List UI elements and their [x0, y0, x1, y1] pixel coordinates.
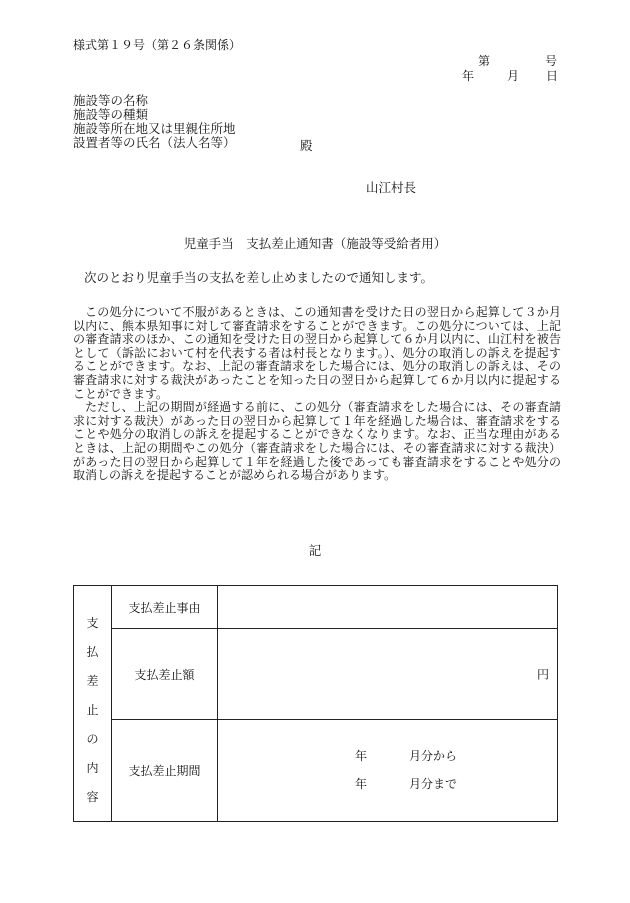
period-from-year: 年	[355, 749, 368, 763]
amount-value	[218, 629, 558, 720]
form-number: 様式第１９号（第２６条関係）	[73, 38, 242, 52]
period-label: 支払差止期間	[112, 720, 218, 822]
side-heading	[74, 586, 112, 822]
date-day-label: 日	[546, 69, 559, 83]
yen-unit: 円	[536, 667, 549, 682]
facility-name-label: 施設等の名称	[73, 93, 149, 108]
founder-name-label: 設置者等の氏名（法人名等）	[73, 135, 236, 150]
period-from-month: 月分から	[409, 749, 458, 763]
issuer-name: 山江村長	[366, 180, 417, 195]
appeal-paragraph: この処分について不服があるときは、この通知書を受けた日の翌日から起算して３か月以内に、熊本県知事に対して審査請求をすることができます。この処分については、上記の審査請求のほか、この通知を受けた日の翌日から起算して６か月以内に、山江村を被告として（訴訟において村を代表する者は村長となります。）、処分の取消しの訴えを提起することができます。なお、上記の審査請求をした場合には、処分の取消しの訴えは、その審査請求に対する裁決があったことを知った日の翌日から起算して６か月以内に提起することができます。	[73, 305, 561, 401]
side-heading-char: 止	[86, 703, 99, 717]
period-value	[218, 720, 558, 822]
period-to-month: 月分まで	[409, 777, 458, 791]
reason-label: 支払差止事由	[112, 586, 218, 629]
side-heading-char: の	[86, 732, 99, 746]
period-to-year: 年	[355, 777, 368, 791]
amount-label: 支払差止額	[112, 629, 218, 720]
facility-type-label: 施設等の種類	[73, 107, 149, 122]
honorific: 殿	[300, 138, 313, 153]
appeal-notice	[73, 306, 561, 483]
recipient-fields	[73, 94, 236, 150]
appeal-paragraph: ただし、上記の期間が経過する前に、この処分（審査請求をした場合には、その審査請求に対する裁決）があった日の翌日から起算して１年を経過した場合は、審査請求をすることや処分の取消しの訴えを提起することができなくなります。なお、正当な理由があるときは、上記の期間やこの処分（審査請求をした場合には、その審査請求に対する裁決）があった日の翌日から起算して１年を経過した後であっても審査請求をすることや処分の取消しの訴えを提起することが認められる場合があります。	[73, 400, 561, 483]
date-year-label: 年	[462, 69, 475, 83]
detail-table	[73, 585, 558, 822]
date-month-label: 月	[507, 69, 520, 83]
side-heading-char: 差	[86, 674, 99, 688]
reason-value	[218, 586, 558, 629]
side-heading-char: 内	[86, 761, 99, 775]
number-label: 第	[478, 54, 491, 68]
ki-heading: 記	[308, 543, 322, 558]
side-heading-char: 払	[86, 645, 99, 659]
document-title: 児童手当 支払差止通知書（施設等受給者用）	[183, 236, 447, 251]
intro-text: 次のとおり児童手当の支払を差し止めましたので通知します。	[84, 270, 434, 285]
side-heading-char: 容	[86, 790, 99, 804]
facility-address-label: 施設等所在地又は里親住所地	[73, 121, 236, 136]
number-suffix: 号	[545, 54, 558, 68]
side-heading-char: 支	[86, 616, 99, 630]
